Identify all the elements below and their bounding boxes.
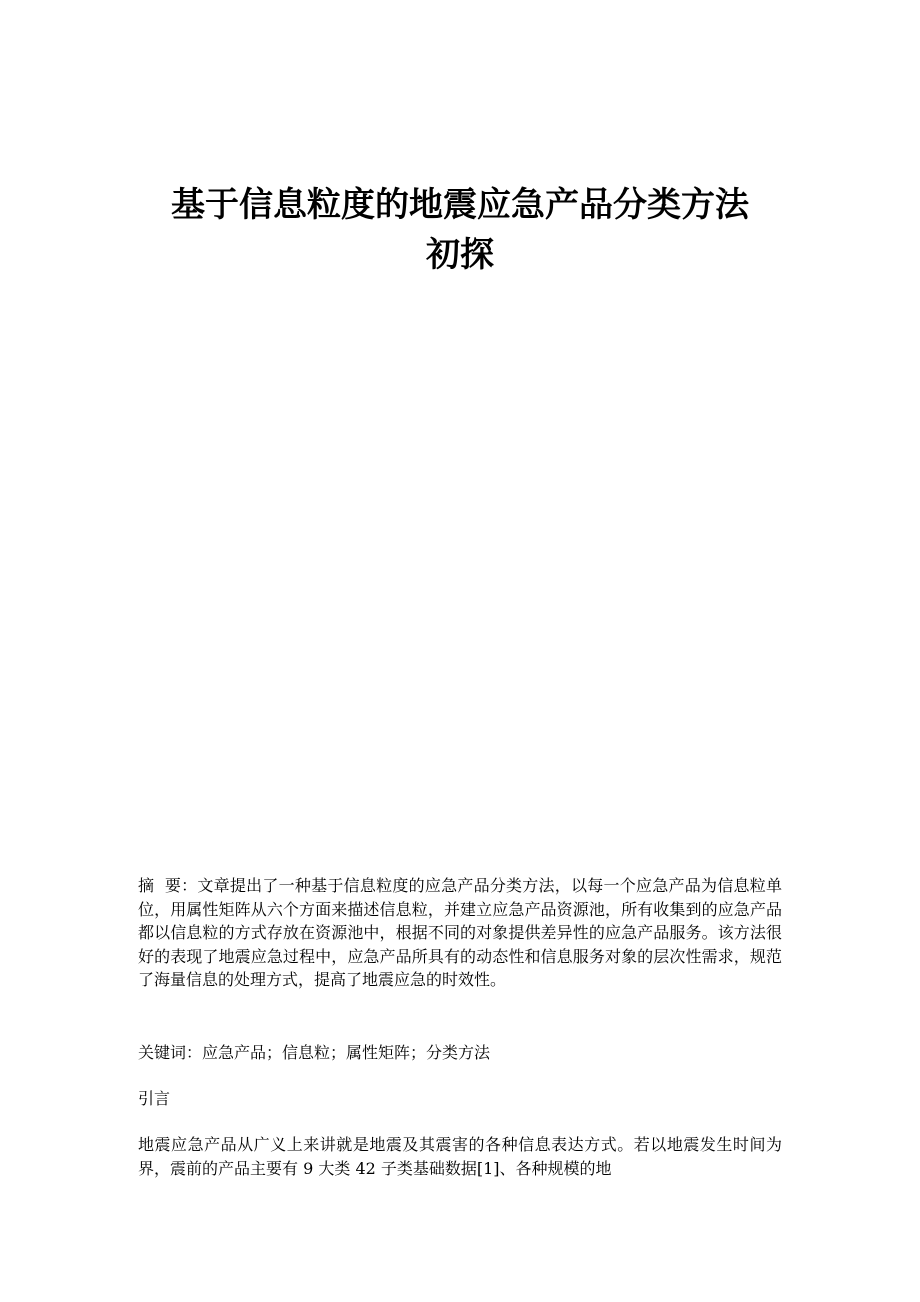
title-line-1: 基于信息粒度的地震应急产品分类方法: [171, 185, 749, 225]
abstract-paragraph: [138, 874, 782, 992]
abstract-label: 摘 要：: [138, 876, 198, 895]
keywords-line: 关键词：应急产品；信息粒；属性矩阵；分类方法: [138, 1043, 491, 1062]
intro-heading: 引言: [138, 1089, 171, 1108]
intro-paragraph: 地震应急产品从广义上来讲就是地震及其震害的各种信息表达方式。若以地震发生时间为界，震前的产品主要有 9 大类 42 子类基础数据[1]、各种规模的地: [138, 1135, 782, 1178]
abstract-text: 文章提出了一种基于信息粒度的应急产品分类方法，以每一个应急产品为信息粒单位，用属性矩阵从六个方面来描述信息粒，并建立应急产品资源池，所有收集到的应急产品都以信息粒的方式存放在资源池中，根据不同的对象提供差异性的应急产品服务。该方法很好的表现了地震应急过程中，应急产品所具有的动态性和信息服务对象的层次性需求，规范了海量信息的处理方式，提高了地震应急的时效性。: [138, 876, 782, 989]
document-title: [120, 180, 800, 280]
title-line-2: 初探: [426, 235, 494, 275]
